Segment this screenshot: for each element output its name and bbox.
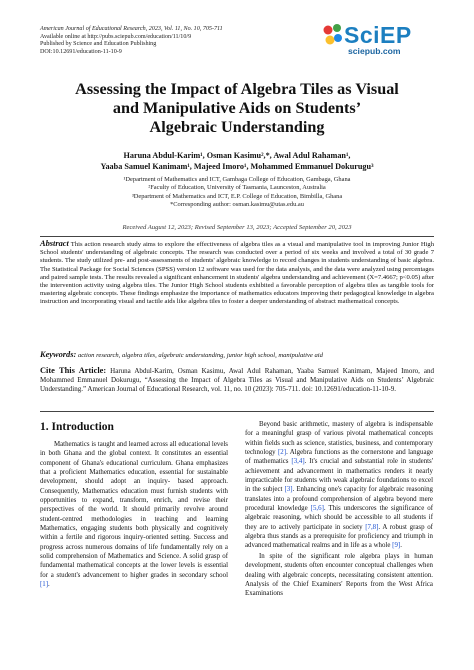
logo-subtitle: sciepub.com xyxy=(348,46,401,56)
divider-bottom xyxy=(40,411,434,412)
affiliation-1: ¹Department of Mathematics and ICT, Gambaga College of Education, Gambaga, Ghana xyxy=(123,176,351,183)
citation-block xyxy=(40,366,434,394)
cite-text: Haruna Abdul-Karim, Osman Kasimu, Awal Adul Rahaman, Yaaba Samuel Kanimam, Majeed Imoro, and Mohammed Emmanuel Dokurugu, “Assessing the Impact of Algebra Tiles as Visual and Manipulative Aids on Students’ Algebraic Understanding.” American Journal of Educational Research, vol. 11, no. 10 (2023): 705-711. doi: 10.12691/education-11-10-9. xyxy=(40,367,435,393)
logo-title-sci: Sci xyxy=(344,22,381,48)
intro-p1-end: . xyxy=(48,581,50,589)
intro-r1g: . xyxy=(400,542,402,550)
section-heading-introduction: 1. Introduction xyxy=(40,421,114,433)
intro-paragraph-3: In spite of the significant role algebra plays in human development, students often encounter conceptual challenges when dealing with algebraic concepts, necessitating consistent attention. Analysis of the Chief Examiners' Reports from the West Africa Examinations xyxy=(245,552,433,598)
intro-r1c: . It's crucial and substantial role in students' achievement and advancement in mathematics renders it nearly impracticable for students with weak algebraic foundations to excel in the subject xyxy=(245,458,433,494)
intro-r1d: . Enhancing one's capacity for algebraic reasoning translates into a profound comprehension of algebra beyond mere procedural knowledge xyxy=(245,486,433,513)
title-line-1: Assessing the Impact of Algebra Tiles as Visual xyxy=(75,80,399,98)
keywords-label: Keywords: xyxy=(40,350,77,359)
journal-info xyxy=(40,26,340,56)
title-line-3: Algebraic Understanding xyxy=(149,118,325,136)
keywords xyxy=(40,351,434,360)
reference-link-1[interactable]: [1] xyxy=(40,581,49,589)
intro-p1-text: Mathematics is taught and learned across all educational levels in both Ghana and the global context. It constitutes an essential component of Ghana's educational curriculum. Ghana emphasizes that a proficient Mathematics education, essential for sustainable development, should adopt an inquiry- based approach. Consequently, Mathematics education must furnish students with opportunities to expand, transform, enrich, and revise their perspectives of the world. It should primarily revolve around student-centred methodologies in teaching and learning Mathematics, engaging students both physically and cognitively within a fertile and rigorous inquiry-oriented setting. Success and progress across numerous domains of life fundamentally rely on a solid comprehension of Mathematics and Science. A solid grasp of fundamental mathematical concepts at the lower levels is essential for a student's advancement to higher grades in secondary school xyxy=(40,441,228,579)
column-right xyxy=(245,420,433,599)
intro-paragraph-1 xyxy=(40,440,228,590)
reference-link-7-8[interactable]: [7,8] xyxy=(365,523,379,531)
logo-title xyxy=(344,22,412,48)
publication-dates: Received August 12, 2023; Revised September 13, 2023; Accepted September 20, 2023 xyxy=(122,224,352,231)
authors-line-2: Yaaba Samuel Kanimam¹, Majeed Imoro¹, Mohammed Emmanuel Dokurugu³ xyxy=(100,162,374,171)
reference-link-5-6[interactable]: [5,6] xyxy=(310,505,324,513)
paper-title xyxy=(40,80,434,137)
title-line-2: and Manipulative Aids on Students’ xyxy=(112,99,362,117)
sciep-logo[interactable] xyxy=(322,22,438,56)
keywords-text: action research, algebra tiles, algebraic understanding, junior high school, manipulative aid xyxy=(77,352,323,359)
divider-top xyxy=(40,236,434,237)
journal-publisher: Published by Science and Education Publishing xyxy=(40,41,157,48)
reference-link-3[interactable]: [3] xyxy=(284,486,293,494)
sciep-logo-icon xyxy=(322,22,344,52)
reference-link-2[interactable]: [2] xyxy=(278,449,287,457)
journal-doi[interactable]: DOI:10.12691/education-11-10-9 xyxy=(40,48,122,55)
authors-line-1: Haruna Abdul-Karim¹, Osman Kasimu²,*, Awal Adul Rahaman¹, xyxy=(123,151,351,160)
affiliation-3: ³Department of Mathematics and ICT, E.P. College of Education, Bimbilla, Ghana xyxy=(131,192,343,200)
intro-r1e: . This underscores the significance of algebraic reasoning, which should be accessible to all students if they are to actively participate in society xyxy=(245,505,433,531)
journal-citation: American Journal of Educational Research, 2023, Vol. 11, No. 10, 705-711 xyxy=(40,26,223,32)
intro-r1a: Beyond basic arithmetic, mastery of algebra is indispensable for a meaningful grasp of various pivotal mathematical concepts within fields such as science, statistics, business, and contemporary technology xyxy=(245,421,433,457)
reference-link-3-4[interactable]: [3,4] xyxy=(291,458,305,466)
affiliation-2: ²Faculty of Education, University of Tasmania, Launceston, Australia xyxy=(148,184,326,192)
corresponding-author[interactable]: *Corresponding author: osman.kasimu@utas.edu.au xyxy=(170,200,304,208)
abstract-label: Abstract xyxy=(40,239,69,248)
cite-label: Cite This Article: xyxy=(40,366,107,375)
abstract xyxy=(40,240,434,307)
intro-r1f: . A robust grasp of algebra thus stands as a prerequisite for proficiency and triumph in advanced mathematical realms and in life as a whole xyxy=(245,523,433,550)
logo-title-ep: EP xyxy=(380,22,412,48)
author-list xyxy=(40,150,434,172)
abstract-text: This action research study aims to explore the effectiveness of algebra tiles as a visual and manipulative tool in improving Junior High School students' understanding of algebraic concepts. The research was conducted over a period of six weeks and involved a total of 30 grade 7 students. The study utilized pre- and post-assessments of students' algebraic knowledge to record changes in students understanding of basic algebra. The Statistical Package for Social Sciences (SPSS) version 12 software was used for the data analysis, and the data were analyzed using percentages and paired sample tests. The results revealed a significant enhancement in students' algebra understanding and achievement (X=7.4667; p<0.05) after the intervention activity using algebra tiles. The Junior High School students exhibited a favorable perception of algebra tiles as tangible tools for mastering algebraic concepts. These findings emphasize the importance of mathematics educators improving their pedagogical knowledge in algebra instruction and incorporating visual and tactile aids like algebra tiles to foster a deeper understanding of abstract mathematical concepts. xyxy=(40,241,435,306)
column-left xyxy=(40,420,228,590)
intro-paragraph-2 xyxy=(245,420,433,551)
journal-url[interactable]: Available online at http://pubs.sciepub.com/education/11/10/9 xyxy=(40,33,192,40)
affiliations xyxy=(40,176,434,209)
reference-link-9[interactable]: [9] xyxy=(392,542,401,550)
intro-r1b: . Algebra functions as the cornerstone and language of mathematics xyxy=(245,449,434,466)
